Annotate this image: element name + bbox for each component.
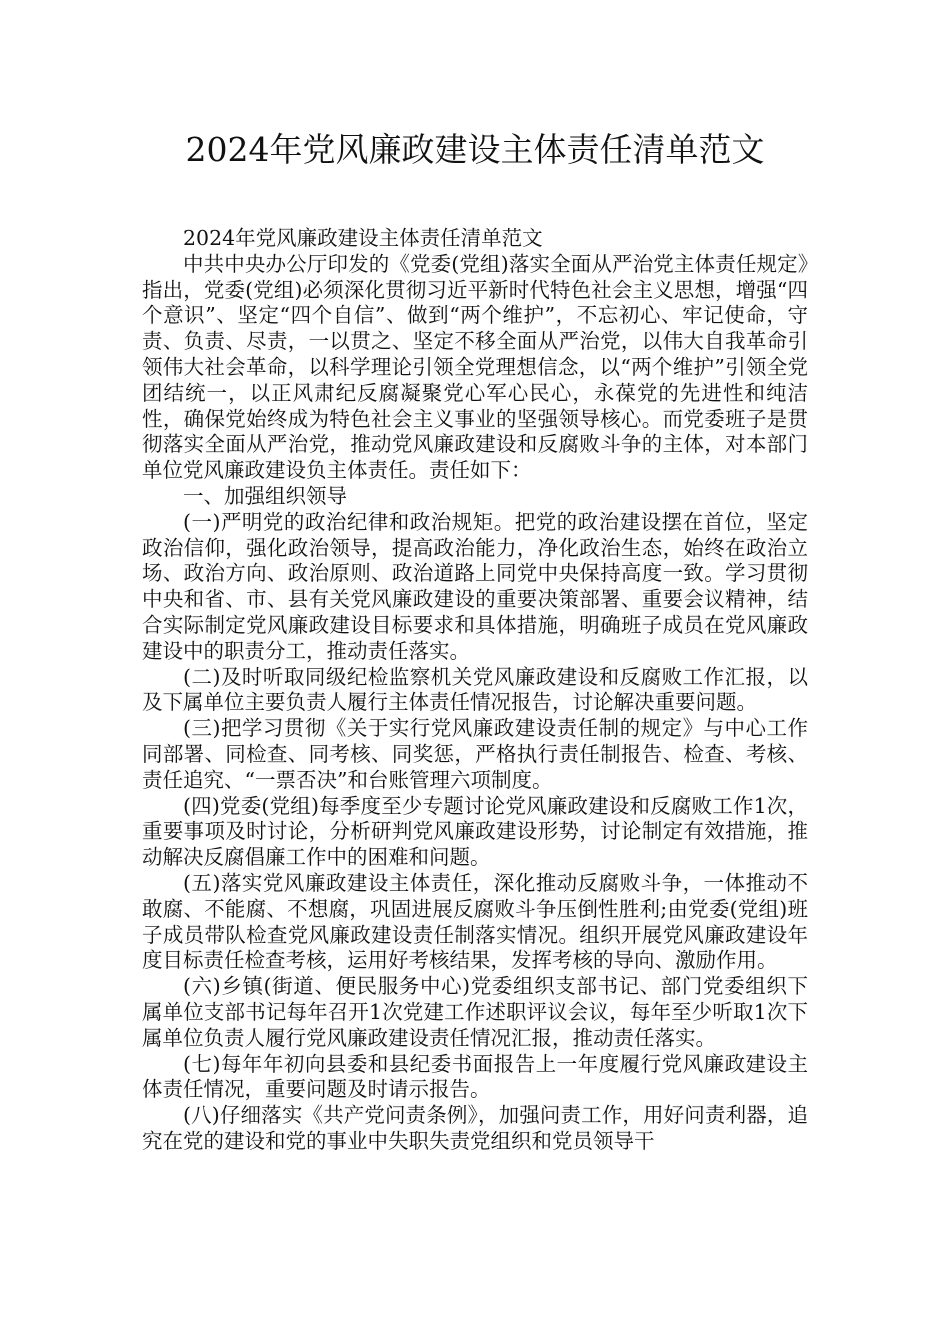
section-heading: 一、加强组织领导 [183, 483, 347, 508]
document-title: 2024年党风廉政建设主体责任清单范文 [185, 130, 765, 169]
paragraph-item-1: (一)严明党的政治纪律和政治规矩。把党的政治建设摆在首位，坚定政治信仰，强化政治领导，提高政治能力，净化政治生态，始终在政治立场、政治方向、政治原则、政治道路上同党中央保持高度一致。学习贯彻中央和省、市、县有关党风廉政建设的重要决策部署、重要会议精神，结合实际制定党风廉政建设目标要求和具体措施，明确班子成员在党风廉政建设中的职责分工，推动责任落实。 [142, 509, 808, 663]
paragraph-item-6: (六)乡镇(街道、便民服务中心)党委组织支部书记、部门党委组织下属单位支部书记每年召开1次党建工作述职评议会议，每年至少听取1次下属单位负责人履行党风廉政建设责任情况汇报，推动责任落实。 [142, 974, 808, 1050]
paragraph-item-4: (四)党委(党组)每季度至少专题讨论党风廉政建设和反腐败工作1次，重要事项及时讨论，分析研判党风廉政建设形势，讨论制定有效措施，推动解决反腐倡廉工作中的困难和问题。 [142, 793, 808, 870]
paragraph-item-8: (八)仔细落实《共产党问责条例》，加强问责工作，用好问责利器，追究在党的建设和党的事业中失职失责党组织和党员领导干 [142, 1103, 808, 1153]
paragraph-intro: 中共中央办公厅印发的《党委(党组)落实全面从严治党主体责任规定》指出，党委(党组)必须深化贯彻习近平新时代特色社会主义思想，增强“四个意识”、坚定“四个自信”、做到“两个维护”，不忘初心、牢记使命，守责、负责、尽责，一以贯之、坚定不移全面从严治党，以伟大自我革命引领伟大社会革命，以科学理论引领全党理想信念，以“两个维护”引领全党团结统一，以正风肃纪反腐凝聚党心军心民心，永葆党的先进性和纯洁性，确保党始终成为特色社会主义事业的坚强领导核心。而党委班子是贯彻落实全面从严治党，推动党风廉政建设和反腐败斗争的主体，对本部门单位党风廉政建设负主体责任。责任如下： [142, 251, 808, 483]
paragraph-item-3: (三)把学习贯彻《关于实行党风廉政建设责任制的规定》与中心工作同部署、同检查、同考核、同奖惩，严格执行责任制报告、检查、考核、责任追究、“一票否决”和台账管理六项制度。 [142, 716, 808, 792]
paragraph-item-2: (二)及时听取同级纪检监察机关党风廉政建设和反腐败工作汇报，以及下属单位主要负责人履行主体责任情况报告，讨论解决重要问题。 [142, 664, 808, 715]
paragraph-subtitle: 2024年党风廉政建设主体责任清单范文 [183, 226, 543, 250]
document-body [142, 226, 808, 1155]
paragraph-item-7: (七)每年年初向县委和县纪委书面报告上一年度履行党风廉政建设主体责任情况，重要问题及时请示报告。 [142, 1051, 808, 1102]
paragraph-item-5: (五)落实党风廉政建设主体责任，深化推动反腐败斗争，一体推动不敢腐、不能腐、不想腐，巩固进展反腐败斗争压倒性胜利;由党委(党组)班子成员带队检查党风廉政建设责任制落实情况。组织开展党风廉政建设年度目标责任检查考核，运用好考核结果，发挥考核的导向、激励作用。 [142, 870, 808, 973]
